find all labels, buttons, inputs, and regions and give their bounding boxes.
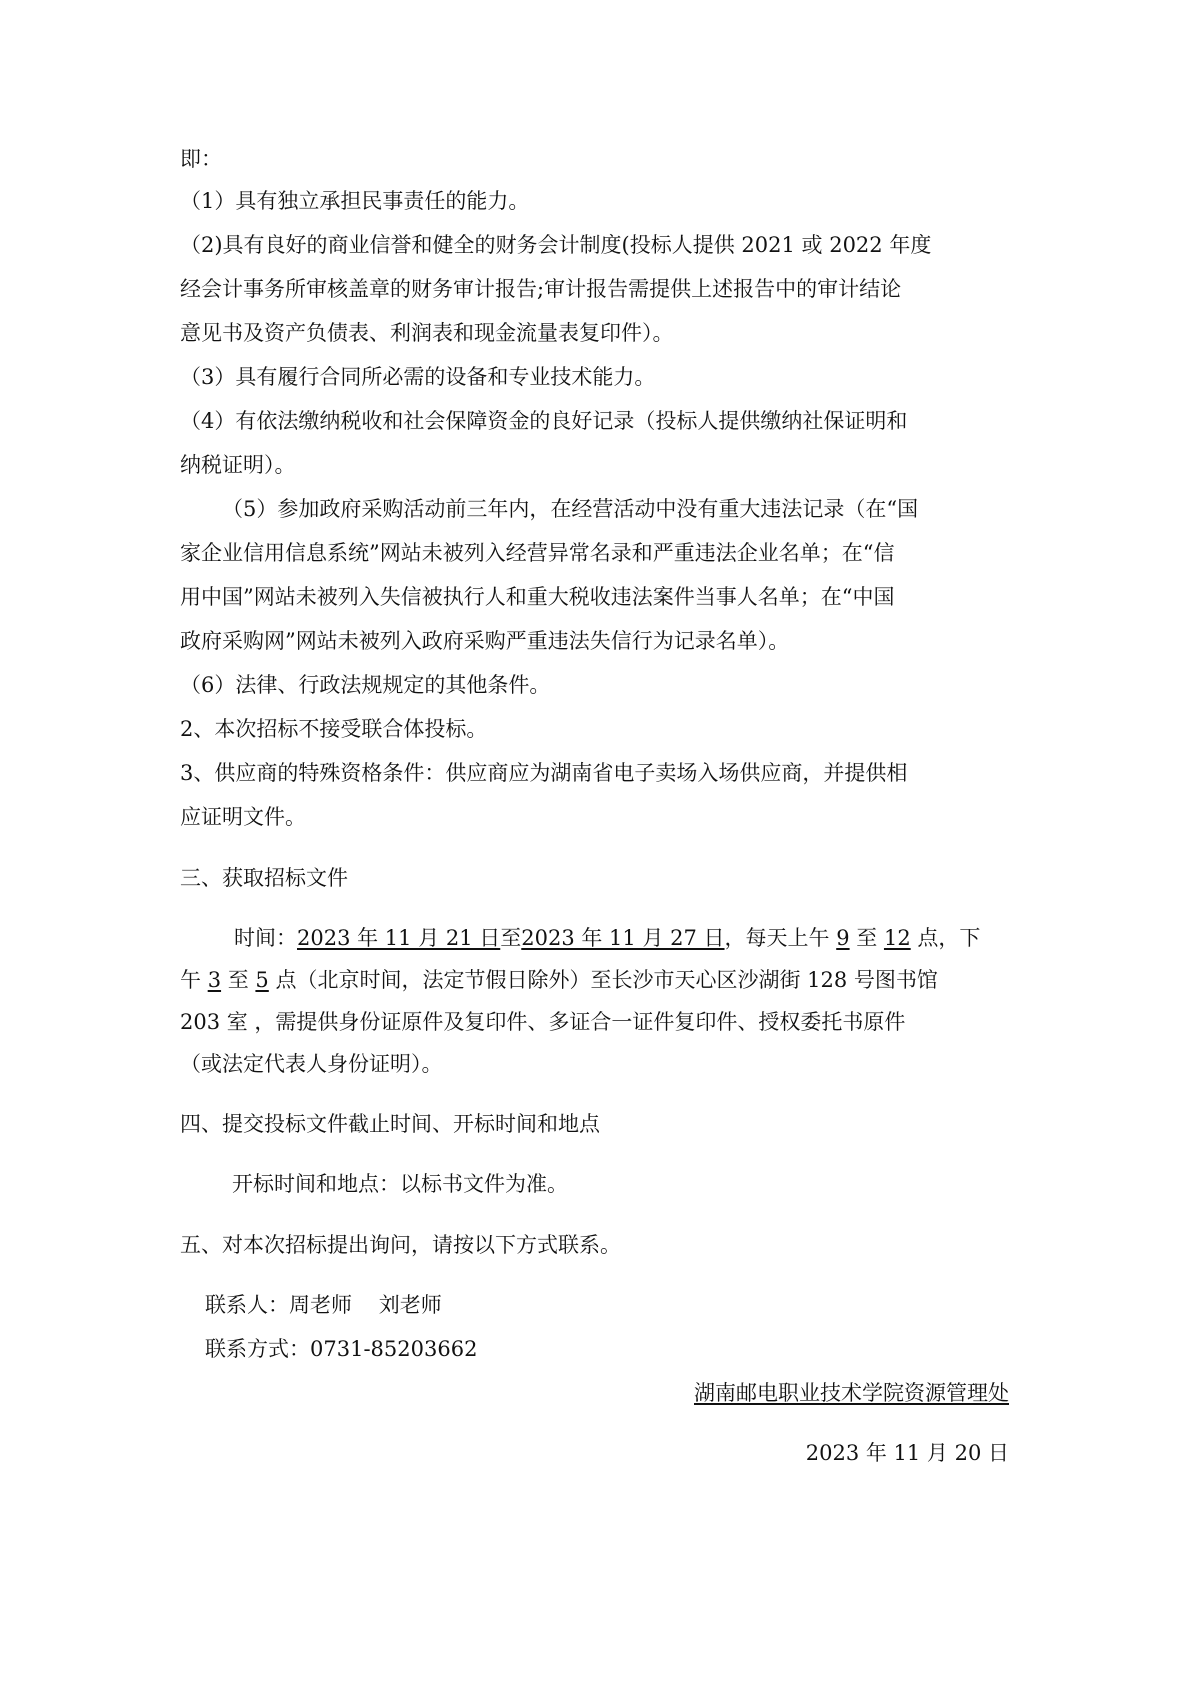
qualification-item-6: （6）法律、行政法规规定的其他条件。 <box>180 673 551 697</box>
section-3-time-line-1: 时间：2023 年 11 月 21 日至2023 年 11 月 27 日，每天上午 9 至 12 点，下 <box>234 926 981 950</box>
signature-organization: 湖南邮电职业技术学院资源管理处 <box>694 1381 1009 1405</box>
afternoon-end-hour: 5 <box>255 968 269 992</box>
point-3-line-1: 3、供应商的特殊资格条件：供应商应为湖南省电子卖场入场供应商，并提供相 <box>180 761 908 785</box>
section-3-heading: 三、获取招标文件 <box>180 866 348 890</box>
qualification-item-4-line-2: 纳税证明）。 <box>180 453 296 477</box>
section-3-line-4: （或法定代表人身份证明）。 <box>180 1052 443 1076</box>
qualification-item-2-line-3: 意见书及资产负债表、利润表和现金流量表复印件）。 <box>180 321 674 345</box>
qualification-item-3: （3）具有履行合同所必需的设备和专业技术能力。 <box>180 365 656 389</box>
section-5-heading: 五、对本次招标提出询问，请按以下方式联系。 <box>180 1233 621 1257</box>
qualification-item-2-line-1: （2)具有良好的商业信誉和健全的财务会计制度(投标人提供 2021 或 2022 年度 <box>180 233 932 257</box>
section-4-text: 开标时间和地点：以标书文件为准。 <box>232 1172 568 1196</box>
section-3-time-line-2: 午 3 至 5 点（北京时间，法定节假日除外）至长沙市天心区沙湖街 128 号图书馆 <box>180 968 938 992</box>
qualification-item-5-line-3: 用中国”网站未被列入失信被执行人和重大税收违法案件当事人名单；在“中国 <box>180 585 895 609</box>
contact-person: 联系人：周老师 刘老师 <box>205 1293 442 1317</box>
qualification-item-5-line-4: 政府采购网”网站未被列入政府采购严重违法失信行为记录名单）。 <box>180 629 790 653</box>
qualification-item-1: （1）具有独立承担民事责任的能力。 <box>180 189 530 213</box>
qualification-item-5-line-1: （5）参加政府采购活动前三年内，在经营活动中没有重大违法记录（在“国 <box>222 497 919 521</box>
qualification-item-5-line-2: 家企业信用信息系统”网站未被列入经营异常名录和严重违法企业名单；在“信 <box>180 541 895 565</box>
section-4-heading: 四、提交投标文件截止时间、开标时间和地点 <box>180 1112 600 1136</box>
afternoon-start-hour: 3 <box>207 968 222 992</box>
time-label: 时间： <box>234 926 297 950</box>
qualification-item-2-line-2: 经会计事务所审核盖章的财务审计报告;审计报告需提供上述报告中的审计结论 <box>180 277 902 301</box>
morning-start-hour: 9 <box>836 926 850 950</box>
qualification-intro: 即： <box>180 147 222 171</box>
start-date: 2023 年 11 月 21 日 <box>297 926 501 950</box>
point-2-no-consortium: 2、本次招标不接受联合体投标。 <box>180 717 488 741</box>
qualification-item-4-line-1: （4）有依法缴纳税收和社会保障资金的良好记录（投标人提供缴纳社保证明和 <box>180 409 908 433</box>
signature-date: 2023 年 11 月 20 日 <box>805 1441 1009 1465</box>
section-3-line-3: 203 室 ，需提供身份证原件及复印件、多证合一证件复印件、授权委托书原件 <box>180 1010 906 1034</box>
point-3-line-2: 应证明文件。 <box>180 805 306 829</box>
end-date: 2023 年 11 月 27 日 <box>521 926 725 950</box>
contact-method: 联系方式：0731-85203662 <box>205 1337 478 1361</box>
morning-end-hour: 12 <box>883 926 911 950</box>
